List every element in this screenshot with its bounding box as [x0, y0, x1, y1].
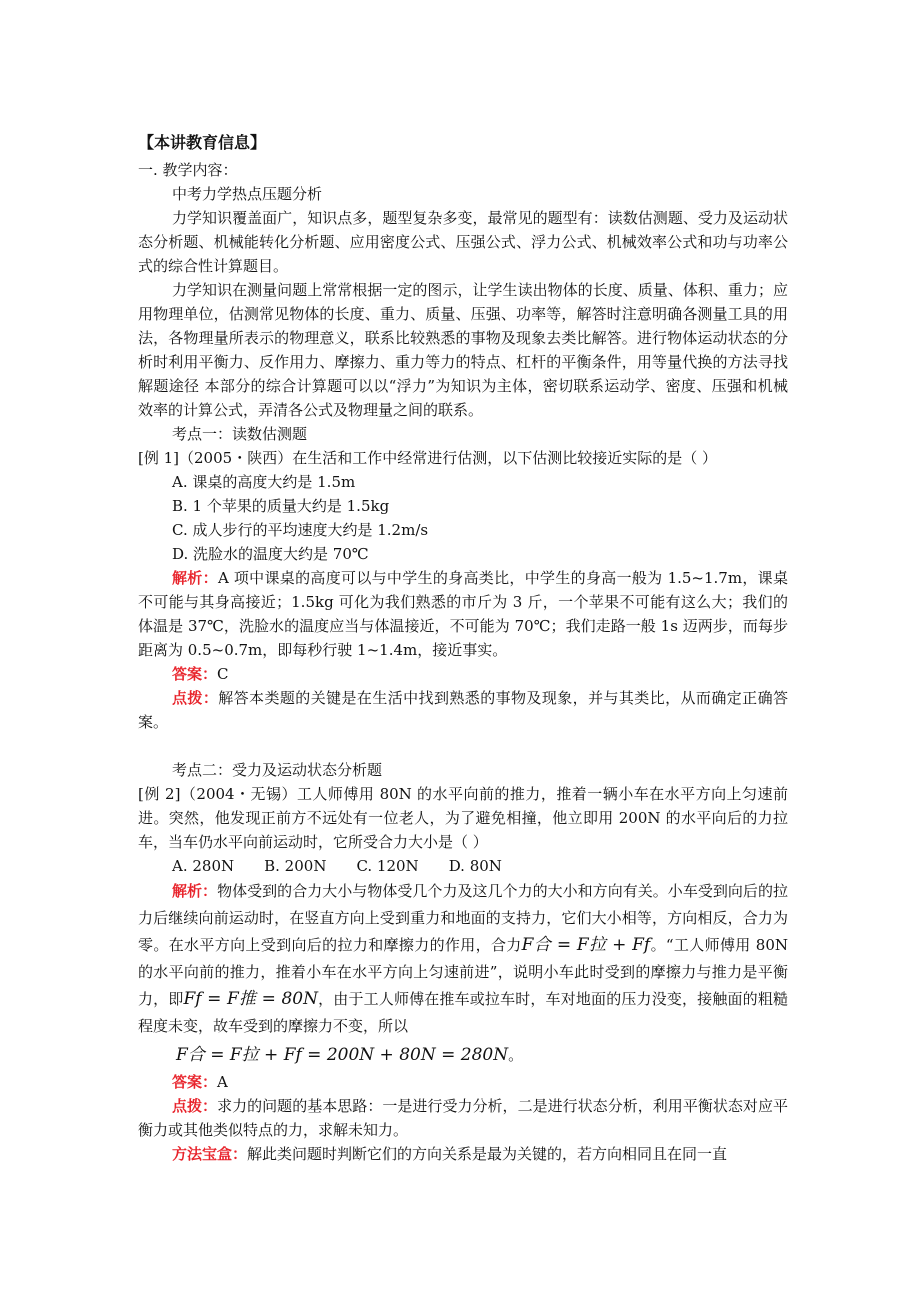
example-1-tip: [138, 686, 788, 734]
answer-text: C: [217, 665, 229, 683]
topic-heading: 中考力学热点压题分析: [172, 185, 323, 203]
answer-text: A: [217, 1073, 228, 1091]
intro-paragraph-1: 力学知识覆盖面广，知识点多，题型复杂多变，最常见的题型有：读数估测题、受力及运动状态分析题、机械能转化分析题、应用密度公式、压强公式、浮力公式、机械效率公式和功与功率公式的综合性计算题目。: [138, 209, 788, 275]
example-1-stem: [例 1]（2005・陕西）在生活和工作中经常进行估测，以下估测比较接近实际的是（ ）: [138, 449, 717, 467]
tip-text: 求力的问题的基本思路：一是进行受力分析，二是进行状态分析，利用平衡状态对应平衡力或其他类似特点的力，求解未知力。: [138, 1097, 788, 1139]
tip-label: 点拨：: [172, 689, 219, 707]
example-1-analysis: [138, 566, 788, 662]
equation-period: 。: [508, 1046, 524, 1064]
answer-label: 答案：: [172, 665, 218, 683]
example-1-option-d: D. 洗脸水的温度大约是 70℃: [172, 545, 369, 563]
example-2-method: [138, 1142, 788, 1166]
document-page: [138, 128, 788, 1166]
example-1-answer: [138, 662, 788, 686]
spacer: [138, 734, 788, 758]
analysis-label: 解析：: [172, 569, 218, 587]
analysis-label: 解析：: [172, 882, 218, 900]
example-2-analysis: [138, 878, 788, 1040]
section-title: 【本讲教育信息】: [138, 133, 267, 152]
example-2-tip: [138, 1094, 788, 1142]
intro-paragraph-2: 力学知识在测量问题上常常根据一定的图示，让学生读出物体的长度、质量、体积、重力；应用物理单位，估测常见物体的长度、重力、质量、压强、功率等，解答时注意明确各测量工具的用法，各物理量所表示的物理意义，联系比较熟悉的事物及现象去类比解答。进行物体运动状态的分析时利用平衡力、反作用力、摩擦力、重力等力的特点、杠杆的平衡条件，用等量代换的方法寻找解题途径 本部分的综合计算题可以以“浮力”为知识为主体，密切联系运动学、密度、压强和机械效率的计算公式，弄清各公式及物理量之间的联系。: [138, 281, 788, 419]
example-2-option-c: C. 120N: [356, 857, 419, 875]
example-2-option-a: A. 280N: [172, 857, 235, 875]
example-2-answer: [138, 1070, 788, 1094]
example-2-option-d: D. 80N: [448, 857, 502, 875]
equation-net-force: F合 = F拉 + Ff: [521, 935, 651, 955]
analysis-text: A 项中课桌的高度可以与中学生的身高类比，中学生的身高一般为 1.5~1.7m，课桌不可能与其身高接近；1.5kg 可化为我们熟悉的市斤为 3 斤，一个苹果不可能有这么大；我们的体温是 37℃，洗脸水的温度应当与体温接近，不可能为 70℃；我们走路一般 1s 迈两步，而每步距离为 0.5~0.7m，即每秒行驶 1~1.4m，接近事实。: [138, 569, 788, 659]
example-1-option-c: C. 成人步行的平均速度大约是 1.2m/s: [172, 521, 429, 539]
example-2-options: [138, 854, 788, 878]
equation-result: F合 = F拉 + Ff = 200N + 80N = 280N: [176, 1045, 509, 1065]
tip-label: 点拨：: [172, 1097, 218, 1115]
tip-text: 解答本类题的关键是在生活中找到熟悉的事物及现象，并与其类比，从而确定正确答案。: [138, 689, 788, 731]
answer-label: 答案：: [172, 1073, 218, 1091]
kaodian-1-heading: 考点一：读数估测题: [172, 425, 308, 443]
equation-result-line: [138, 1040, 788, 1070]
analysis-text-part-2: 。“工人师傅用 80N 的水平向前的推力，推着小车在水平方向上匀速前进”，说明小车此时受到的摩擦力与推力是平衡力，即: [138, 936, 788, 1008]
kaodian-2-heading: 考点二：受力及运动状态分析题: [172, 761, 383, 779]
equation-friction: Ff = F推 = 80N: [183, 989, 318, 1009]
example-2-stem: [例 2]（2004・无锡）工人师傅用 80N 的水平向前的推力，推着一辆小车在水平方向上匀速前进。突然，他发现正前方不远处有一位老人，为了避免相撞，他立即用 200N 的水平向后的力拉车，当车仍水平向前运动时，它所受合力大小是（ ）: [138, 785, 788, 851]
method-text: 解此类问题时判断它们的方向关系是最为关键的，若方向相同且在同一直: [247, 1145, 728, 1163]
example-1-option-b: B. 1 个苹果的质量大约是 1.5kg: [172, 497, 390, 515]
section-item-1: 一. 教学内容：: [138, 161, 238, 179]
analysis-text-part-3: ，由于工人师傅在推车或拉车时，车对地面的压力没变，接触面的粗糙程度未变，故车受到的摩擦力不变，所以: [138, 990, 788, 1035]
example-2-option-b: B. 200N: [264, 857, 327, 875]
method-label: 方法宝盒：: [172, 1145, 248, 1163]
analysis-text-part-1: 物体受到的合力大小与物体受几个力及这几个力的大小和方向有关。小车受到向后的拉力后继续向前运动时，在竖直方向上受到重力和地面的支持力，它们大小相等，方向相反，合力为零。在水平方向上受到向后的拉力和摩擦力的作用，合力: [138, 882, 788, 954]
example-1-option-a: A. 课桌的高度大约是 1.5m: [172, 473, 356, 491]
